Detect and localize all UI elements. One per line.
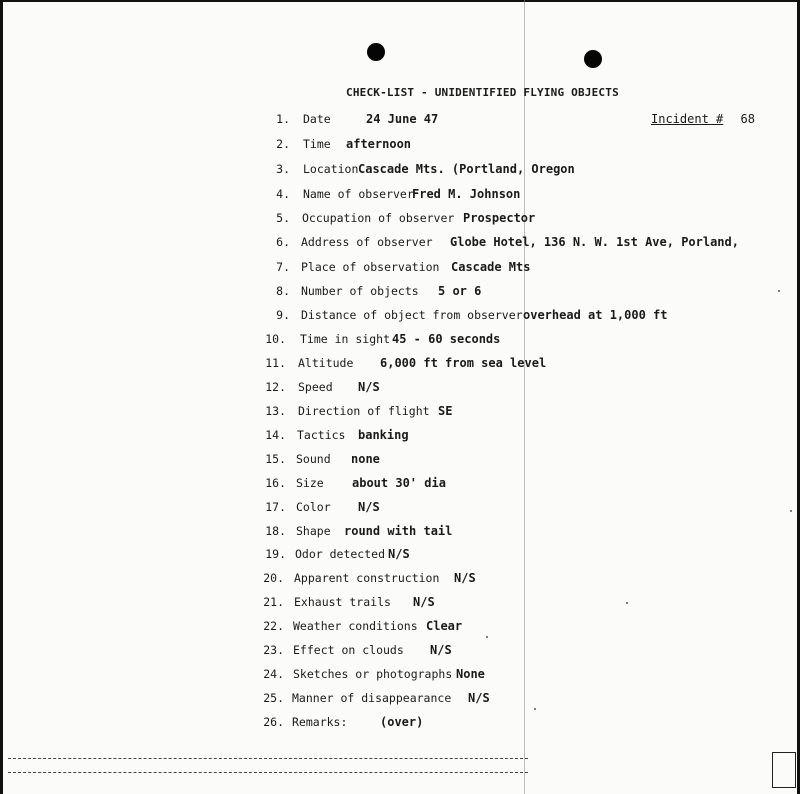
item-label: Color xyxy=(296,500,331,514)
speck xyxy=(778,290,780,292)
corner-box xyxy=(772,752,796,788)
item-number: 7. xyxy=(276,260,290,274)
item-number: 10. xyxy=(265,332,286,346)
punch-hole-right xyxy=(584,50,602,68)
item-number: 15. xyxy=(265,452,286,466)
item-label: Sketches or photographs xyxy=(293,667,453,681)
item-label: Sound xyxy=(296,452,331,466)
item-number: 26. xyxy=(263,715,284,729)
incident-number xyxy=(651,112,755,126)
item-value: Cascade Mts. (Portland, Oregon xyxy=(358,162,575,176)
item-label: Distance of object from observer xyxy=(301,308,523,322)
item-value: about 30' dia xyxy=(352,476,446,490)
item-number: 9. xyxy=(276,308,290,322)
item-value: N/S xyxy=(454,571,476,585)
item-value: Cascade Mts xyxy=(451,260,531,274)
item-value: N/S xyxy=(358,500,380,514)
item-label: Date xyxy=(303,112,331,126)
punch-hole-left xyxy=(367,43,385,61)
item-number: 20. xyxy=(263,571,284,585)
item-label: Effect on clouds xyxy=(293,643,404,657)
item-value: 6,000 ft from sea level xyxy=(380,356,547,370)
page-edge-left xyxy=(0,0,3,794)
speck xyxy=(534,708,536,710)
item-number: 23. xyxy=(263,643,284,657)
item-number: 12. xyxy=(265,380,286,394)
item-value: N/S xyxy=(468,691,490,705)
item-value: none xyxy=(351,452,380,466)
item-value: Fred M. Johnson xyxy=(412,187,521,201)
item-label: Place of observation xyxy=(301,260,440,274)
item-number: 8. xyxy=(276,284,290,298)
item-value: 5 or 6 xyxy=(438,284,482,298)
page-edge-top xyxy=(0,0,800,2)
item-value: banking xyxy=(358,428,409,442)
item-number: 24. xyxy=(263,667,284,681)
item-label: Speed xyxy=(298,380,333,394)
item-number: 5. xyxy=(276,211,290,225)
item-label: Apparent construction xyxy=(294,571,440,585)
speck xyxy=(790,510,792,512)
item-value: overhead at 1,000 ft xyxy=(523,308,668,322)
bottom-rule xyxy=(8,772,528,774)
item-value: 24 June 47 xyxy=(366,112,439,126)
item-label: Location xyxy=(303,162,359,176)
item-number: 4. xyxy=(276,187,290,201)
page-title: CHECK-LIST - UNIDENTIFIED FLYING OBJECTS xyxy=(346,86,619,99)
item-label: Address of observer xyxy=(301,235,433,249)
item-value: afternoon xyxy=(346,137,412,151)
item-label: Occupation of observer xyxy=(302,211,455,225)
item-label: Shape xyxy=(296,524,331,538)
item-label: Weather conditions xyxy=(293,619,418,633)
speck xyxy=(626,602,628,604)
item-number: 6. xyxy=(276,235,290,249)
incident-value: 68 xyxy=(740,112,755,126)
item-label: Size xyxy=(296,476,324,490)
item-number: 2. xyxy=(276,137,290,151)
item-number: 14. xyxy=(265,428,286,442)
item-label: Manner of disappearance xyxy=(292,691,452,705)
item-value: N/S xyxy=(413,595,435,609)
item-number: 1. xyxy=(276,112,290,126)
item-number: 21. xyxy=(263,595,284,609)
item-label: Remarks: xyxy=(292,715,348,729)
item-number: 3. xyxy=(276,162,290,176)
bottom-rule xyxy=(8,758,528,760)
item-label: Altitude xyxy=(298,356,354,370)
item-label: Exhaust trails xyxy=(294,595,391,609)
item-number: 22. xyxy=(263,619,284,633)
item-label: Time in sight xyxy=(300,332,391,346)
item-label: Tactics xyxy=(297,428,346,442)
item-value: None xyxy=(456,667,485,681)
item-label: Direction of flight xyxy=(298,404,430,418)
item-number: 18. xyxy=(265,524,286,538)
item-value: Globe Hotel, 136 N. W. 1st Ave, Porland, xyxy=(450,235,739,249)
item-value: N/S xyxy=(430,643,452,657)
speck xyxy=(486,636,488,638)
item-number: 11. xyxy=(265,356,286,370)
item-number: 17. xyxy=(265,500,286,514)
item-number: 19. xyxy=(265,547,286,561)
item-number: 13. xyxy=(265,404,286,418)
item-label: Odor detected xyxy=(295,547,386,561)
item-number: 25. xyxy=(263,691,284,705)
incident-label: Incident # xyxy=(651,112,724,126)
item-value: round with tail xyxy=(344,524,453,538)
item-value: 45 - 60 seconds xyxy=(392,332,501,346)
item-value: Clear xyxy=(426,619,463,633)
item-label: Number of objects xyxy=(301,284,419,298)
item-number: 16. xyxy=(265,476,286,490)
item-value: SE xyxy=(438,404,453,418)
fold-line xyxy=(524,0,525,794)
item-label: Name of observer xyxy=(303,187,414,201)
item-value: N/S xyxy=(388,547,410,561)
item-value: N/S xyxy=(358,380,380,394)
item-value: (over) xyxy=(380,715,424,729)
item-label: Time xyxy=(303,137,331,151)
item-value: Prospector xyxy=(463,211,536,225)
